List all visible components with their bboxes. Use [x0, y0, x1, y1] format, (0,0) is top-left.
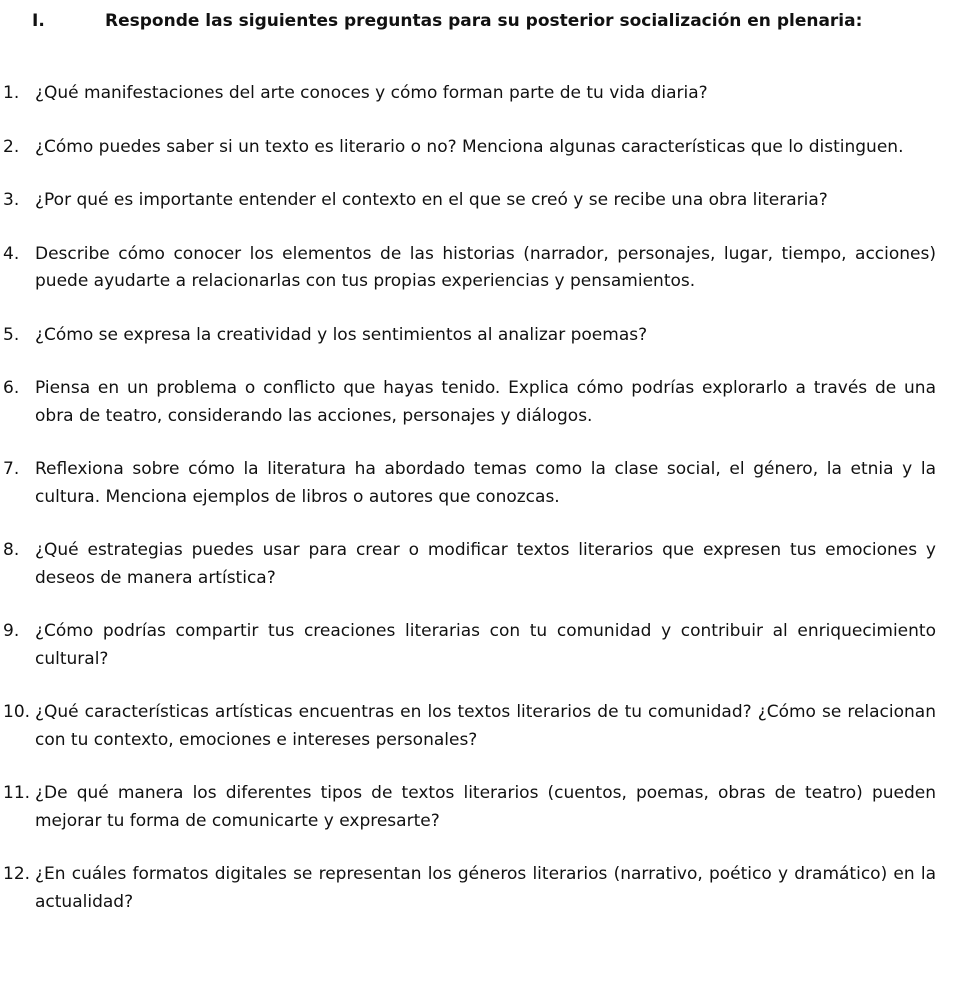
question-number: 11. — [3, 783, 31, 803]
question-number: 10. — [3, 702, 31, 722]
question-text: ¿De qué manera los diferentes tipos de textos literarios (cuentos, poemas, obras de teatro) pueden mejorar tu forma de comunicarte y expresarte? — [35, 783, 936, 831]
question-number: 2. — [3, 136, 20, 157]
question-text: ¿Por qué es importante entender el contexto en el que se creó y se recibe una obra literaria? — [35, 190, 828, 210]
question-item — [0, 780, 969, 835]
question-item — [0, 456, 969, 511]
question-text: ¿Qué características artísticas encuentras en los textos literarios de tu comunidad? ¿Cómo se relacionan con tu contexto, emociones e intereses personales? — [35, 702, 936, 750]
question-item — [0, 187, 969, 215]
section-number: I. — [32, 11, 45, 31]
question-number: 6. — [3, 378, 20, 398]
question-number: 1. — [3, 83, 20, 103]
question-number: 5. — [3, 324, 20, 345]
question-item — [0, 537, 969, 592]
question-text: ¿Cómo puedes saber si un texto es literario o no? Menciona algunas características que lo distinguen. — [35, 136, 904, 157]
question-number: 7. — [3, 459, 20, 479]
question-text: ¿Qué manifestaciones del arte conoces y cómo forman parte de tu vida diaria? — [35, 83, 708, 103]
question-item — [0, 375, 969, 430]
question-number: 12. — [3, 864, 31, 884]
question-item — [0, 861, 969, 916]
question-text: Describe cómo conocer los elementos de las historias (narrador, personajes, lugar, tiempo, acciones) puede ayudarte a relacionarlas con tus propias experiencias y pensamientos. — [35, 243, 936, 291]
question-text: Piensa en un problema o conflicto que hayas tenido. Explica cómo podrías explorarlo a través de una obra de teatro, considerando las acciones, personajes y diálogos. — [35, 378, 936, 426]
question-text: ¿Cómo se expresa la creatividad y los sentimientos al analizar poemas? — [35, 324, 648, 345]
question-text: ¿Qué estrategias puedes usar para crear o modificar textos literarios que expresen tus emociones y deseos de manera artística? — [35, 540, 936, 588]
question-number: 4. — [3, 243, 20, 264]
question-item — [0, 134, 969, 162]
question-item — [0, 618, 969, 673]
question-text: ¿Cómo podrías compartir tus creaciones literarias con tu comunidad y contribuir al enriquecimiento cultural? — [35, 621, 936, 669]
question-item — [0, 699, 969, 754]
question-number: 3. — [3, 190, 20, 210]
question-text: Reflexiona sobre cómo la literatura ha abordado temas como la clase social, el género, la etnia y la cultura. Menciona ejemplos de libros o autores que conozcas. — [35, 459, 936, 507]
section-header — [32, 6, 952, 36]
question-item — [0, 241, 969, 296]
question-item — [0, 80, 969, 108]
section-title: Responde las siguientes preguntas para su posterior socialización en plenaria: — [105, 11, 863, 31]
question-number: 9. — [3, 621, 20, 641]
question-number: 8. — [3, 540, 20, 560]
question-list — [0, 80, 969, 942]
question-text: ¿En cuáles formatos digitales se representan los géneros literarios (narrativo, poético y dramático) en la actualidad? — [35, 864, 936, 912]
question-item — [0, 322, 969, 350]
